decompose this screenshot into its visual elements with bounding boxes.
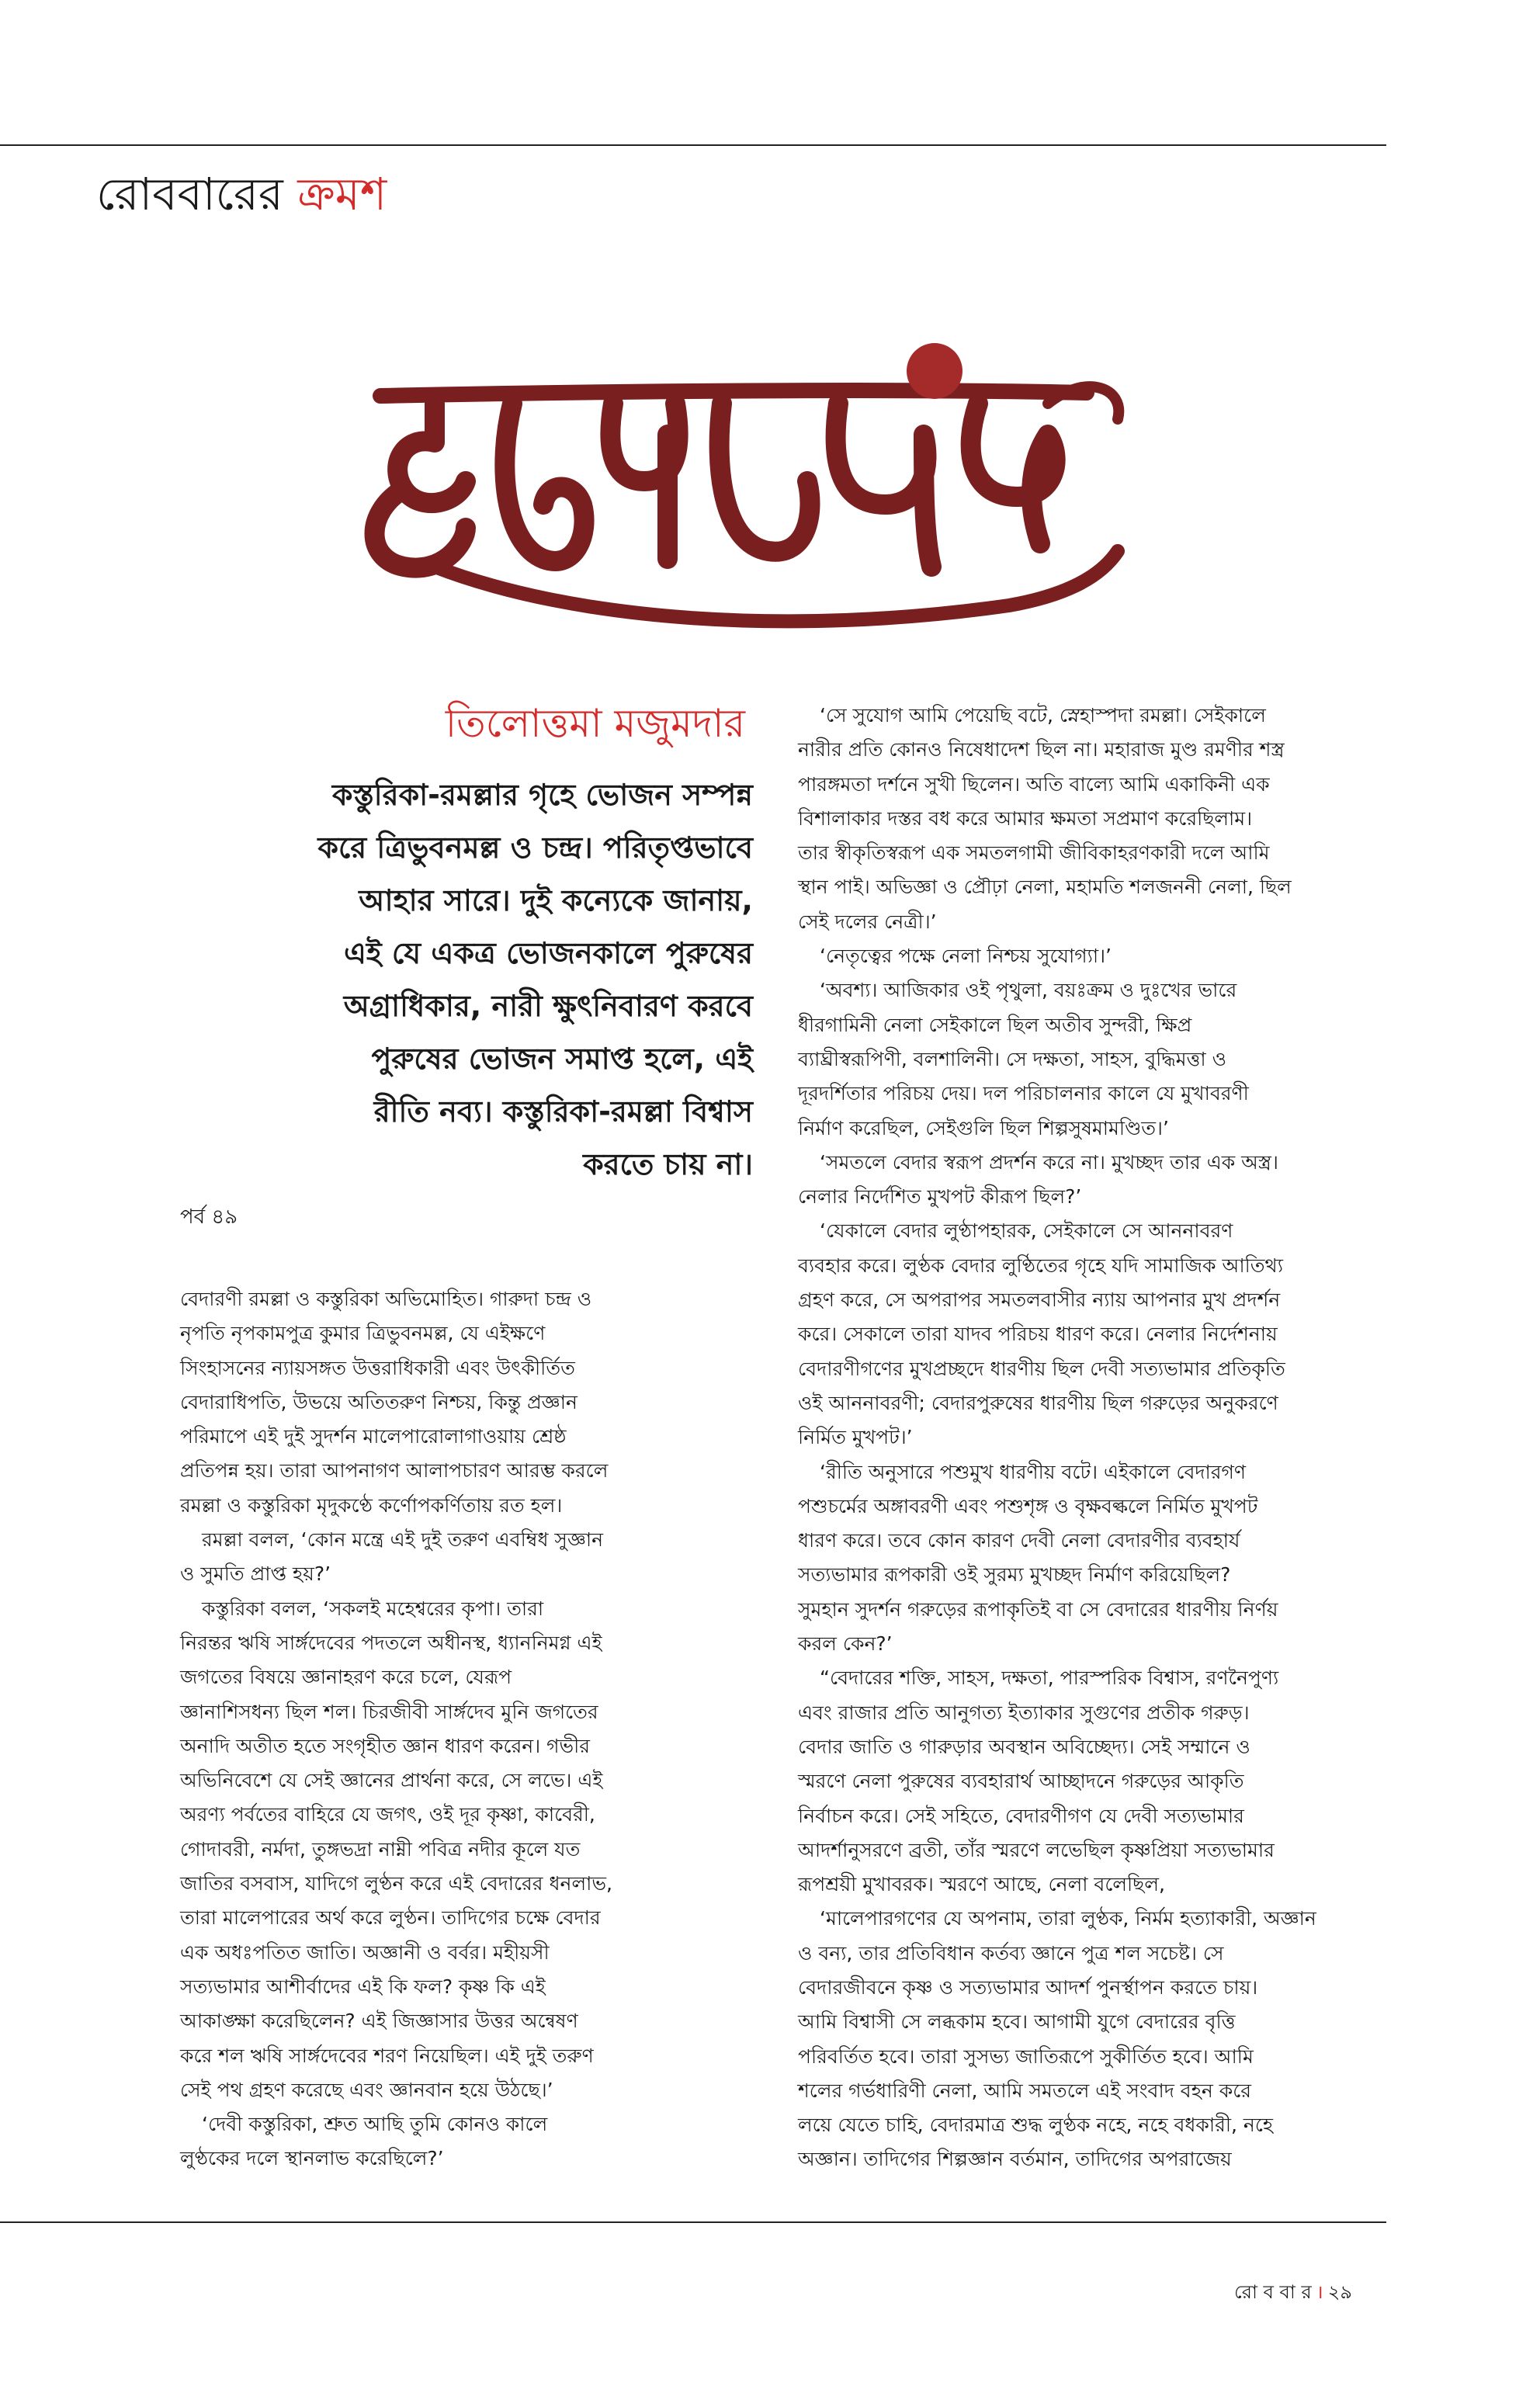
lead-line: কস্তুরিকা-রমল্লার গৃহে ভোজন সম্পন্ন [331, 778, 753, 812]
lead-line: পুরুষের ভোজন সমাপ্ত হলে, এই [371, 1042, 753, 1076]
article-line: নেলার নির্দেশিত মুখপট কীরূপ ছিল?’ [798, 1185, 1082, 1209]
article-line: শলের গর্ভধারিণী নেলা, আমি সমতলে এই সংবাদ বহন করে [798, 2079, 1252, 2102]
lead-line: করে ত্রিভুবনমল্ল ও চন্দ্র। পরিতৃপ্তভাবে [317, 831, 753, 865]
article-line: দূরদর্শিতার পরিচয় দেয়। দল পরিচালনার কালে যে মুখাবরণী [798, 1082, 1249, 1105]
article-line: লয়ে যেতে চাহি, বেদারমাত্র শুদ্ধ লুণ্ঠক নহে, নহে বধকারী, নহে [798, 2114, 1274, 2137]
article-line: ধারণ করে। তবে কোন কারণ দেবী নেলা বেদারণীর ব্যবহার্য [798, 1529, 1240, 1552]
article-line: “বেদারের শক্তি, সাহস, দক্ষতা, পারস্পরিক বিশ্বাস, রণনৈপুণ্য [820, 1666, 1279, 1690]
article-line: রমল্লা ও কস্তুরিকা মৃদুকণ্ঠে কর্ণোপকর্ণিতায় রত হল। [180, 1493, 563, 1517]
article-line: ও সুমতি প্রাপ্ত হয়?’ [180, 1562, 331, 1586]
article-line: লুণ্ঠকের দলে স্থানলাভ করেছিলে?’ [180, 2147, 444, 2170]
article-line: রূপশ্রয়ী মুখাবরক। স্মরণে আছে, নেলা বলেছিল, [798, 1873, 1165, 1896]
article-line: সেই পথ গ্রহণ করেছে এবং জ্ঞানবান হয়ে উঠছে।’ [180, 2078, 553, 2101]
article-line: অভিনিবেশে যে সেই জ্ঞানের প্রার্থনা করে, সে লভে। এই [180, 1769, 603, 1792]
article-line: বিশালাকার দস্তর বধ করে আমার ক্ষমতা সপ্রমাণ করেছিলাম। [798, 806, 1253, 830]
article-line: সিংহাসনের ন্যায়সঙ্গত উত্তরাধিকারী এবং উৎকীর্তিত [180, 1356, 575, 1379]
footer-magazine: রো ব বা র [1234, 2281, 1312, 2303]
article-line: ‘যেকালে বেদার লুণ্ঠাপহারক, সেইকালে সে আননাবরণ [820, 1219, 1233, 1243]
lead-line: রীতি নব্য। কস্তুরিকা-রমল্লা বিশ্বাস [373, 1094, 753, 1129]
article-line: রমল্লা বলল, ‘কোন মন্ত্রে এই দুই তরুণ এবম্বিধ সুজ্ঞান [202, 1528, 604, 1552]
article-line: আদর্শানুসরণে ব্রতী, তাঁর স্মরণে লভেছিল কৃষ্ণপ্রিয়া সত্যভামার [798, 1838, 1275, 1861]
article-line: নির্মাণ করেছিল, সেইগুলি ছিল শিল্পসুষমামণ্ডিত।’ [798, 1116, 1169, 1139]
article-line: সত্যভামার রূপকারী ওই সুরম্য মুখচ্ছদ নির্মাণ করিয়েছিল? [798, 1563, 1231, 1587]
article-line: ও বন্য, তার প্রতিবিধান কর্তব্য জ্ঞানে পুত্র শল সচেষ্ট। সে [798, 1941, 1224, 1965]
article-line: আকাঙ্ক্ষা করেছিলেন? এই জিজ্ঞাসার উত্তর অন্বেষণ [180, 2010, 578, 2033]
article-line: ‘সমতলে বেদার স্বরূপ প্রদর্শন করে না। মুখচ্ছদ তার এক অস্ত্র। [820, 1150, 1278, 1174]
article-line: করে শল ঋষি সার্ঙ্গদেবের শরণ নিয়েছিল। এই দুই তরুণ [180, 2044, 594, 2067]
article-line: নিরন্তর ঋষি সার্ঙ্গদেবের পদতলে অধীনস্থ, ধ্যাননিমগ্ন এই [180, 1631, 602, 1654]
article-line: বেদারজীবনে কৃষ্ণ ও সত্যভামার আদর্শ পুনর্স্থাপন করতে চায়। [798, 1975, 1258, 1999]
article-line: করে। সেকালে তারা যাদব পরিচয় ধারণ করে। নেলার নির্দেশনায় [798, 1323, 1278, 1346]
article-line: বেদারণীগণের মুখপ্রচ্ছদে ধারণীয় ছিল দেবী সত্যভামার প্রতিকৃতি [798, 1357, 1285, 1380]
article-line: ‘মালেপারগণের যে অপনাম, তারা লুণ্ঠক, নির্মম হত্যাকারী, অজ্ঞান [820, 1907, 1316, 1930]
lead-line: এই যে একত্র ভোজনকালে পুরুষের [343, 936, 753, 970]
article-line: গ্রহণ করে, সে অপরাপর সমতলবাসীর ন্যায় আপনার মুখ প্রদর্শন [798, 1288, 1281, 1312]
article-line: অনাদি অতীত হতে সংগৃহীত জ্ঞান ধারণ করেন। গভীর [180, 1734, 590, 1757]
article-line: সেই দলের নেত্রী।’ [798, 910, 937, 933]
footer-separator: । [1316, 2281, 1323, 2303]
article-line: সত্যভামার আশীর্বাদের এই কি ফল? কৃষ্ণ কি এই [180, 1975, 546, 1998]
article-line: এক অধঃপতিত জাতি। অজ্ঞানী ও বর্বর। মহীয়সী [180, 1940, 550, 1964]
article-line: সুমহান সুদর্শন গরুড়ের রূপাকৃতিই বা সে বেদারের ধারণীয় নির্ণয় [798, 1597, 1278, 1621]
article-line: ‘নেতৃত্বের পক্ষে নেলা নিশ্চয় সুযোগ্যা।’ [820, 945, 1112, 968]
article-line: নির্মিত মুখপট।’ [798, 1426, 913, 1449]
top-rule [0, 144, 1386, 146]
article-line: বেদারণী রমল্লা ও কস্তুরিকা অভিমোহিত। গারুদা চন্দ্র ও [180, 1288, 592, 1310]
article-column-right [798, 699, 1388, 2177]
article-line: জগতের বিষয়ে জ্ঞানাহরণ করে চলে, যেরূপ [180, 1666, 512, 1689]
article-line: কস্তুরিকা বলল, ‘সকলই মহেশ্বরের কৃপা। তারা [202, 1597, 544, 1620]
footer-page-number: ২৯ [1327, 2281, 1352, 2303]
bottom-rule [0, 2221, 1386, 2223]
article-line: নৃপতি নৃপকামপুত্র কুমার ত্রিভুবনমল্ল, যে এইক্ষণে [180, 1322, 546, 1345]
article-line: পরিবর্তিত হবে। তারা সুসভ্য জাতিরূপে সুকীর্তিত হবে। আমি [798, 2044, 1254, 2068]
article-line: ‘সে সুযোগ আমি পেয়েছি বটে, স্নেহাস্পদা রমল্লা। সেইকালে [820, 704, 1266, 727]
article-line: ‘অবশ্য। আজিকার ওই পৃথুলা, বয়ঃক্রম ও দুঃখের ভারে [820, 979, 1237, 1002]
lead-line: করতে চায় না। [583, 1147, 753, 1181]
article-column-left [180, 1282, 770, 2176]
article-line: পশুচর্মের অঙ্গাবরণী এবং পশুশৃঙ্গ ও বৃক্ষবল্কলে নির্মিত মুখপট [798, 1494, 1258, 1517]
article-line: আমি বিশ্বাসী সে লব্ধকাম হবে। আগামী যুগে বেদারের বৃত্তি [798, 2010, 1236, 2034]
article-line: পরিমাপে এই দুই সুদর্শন মালেপারোলাগাওয়ায় শ্রেষ্ঠ [180, 1425, 567, 1448]
article-line: তার স্বীকৃতিস্বরূপ এক সমতলগামী জীবিকাহরণকারী দলে আমি [798, 841, 1270, 865]
article-line: জাতির বসবাস, যাদিগে লুণ্ঠন করে এই বেদারের ধনলাভ, [180, 1872, 612, 1895]
article-line: জ্ঞানাশিসধন্য ছিল শল। চিরজীবী সার্ঙ্গদেব মুনি জগতের [180, 1700, 598, 1723]
lead-line: আহার সারে। দুই কন্যেকে জানায়, [359, 883, 753, 917]
article-line: পারঙ্গমতা দর্শনে সুখী ছিলেন। অতি বাল্যে আমি একাকিনী এক [798, 772, 1270, 796]
article-line: ওই আননাবরণী; বেদারপুরুষের ধারণীয় ছিল গরুড়ের অনুকরণে [798, 1391, 1278, 1414]
section-header [96, 163, 387, 225]
logo-dot [907, 343, 962, 399]
article-line: বেদারাধিপতি, উভয়ে অতিতরুণ নিশ্চয়, কিন্তু প্রজ্ঞান [180, 1390, 578, 1413]
lead-line: অগ্রাধিকার, নারী ক্ষুৎনিবারণ করবে [343, 989, 753, 1023]
episode-label: পর্ব ৪৯ [180, 1205, 238, 1229]
article-line: স্মরণে নেলা পুরুষের ব্যবহারার্থ আচ্ছাদনে গরুড়ের আকৃতি [798, 1770, 1244, 1793]
section-prefix: রোববারের [96, 168, 283, 220]
article-line: ব্যাঘ্রীস্বরূপিণী, বলশালিনী। সে দক্ষতা, সাহস, বুদ্ধিমত্তা ও [798, 1047, 1227, 1070]
section-accent: ক্রমশ [297, 168, 387, 220]
article-line: এবং রাজার প্রতি আনুগত্য ইত্যাকার সুগুণের প্রতীক গরুড়। [798, 1701, 1250, 1724]
title-logo-strokes [375, 387, 1119, 621]
article-line: ‘দেবী কস্তুরিকা, শ্রুত আছি তুমি কোনও কালে [202, 2113, 548, 2136]
page-footer [1234, 2278, 1352, 2306]
article-line: স্থান পাই। অভিজ্ঞা ও প্রৌঢ়া নেলা, মহামতি শলজননী নেলা, ছিল [798, 876, 1292, 899]
article-line: নির্বাচন করে। সেই সহিতে, বেদারণীগণ যে দেবী সত্যভামার [798, 1804, 1244, 1827]
lead-paragraph [163, 768, 753, 1191]
article-line: অজ্ঞান। তাদিগের শিল্পজ্ঞান বর্তমান, তাদিগের অপরাজেয় [798, 2148, 1232, 2171]
article-line: ব্যবহার করে। লুণ্ঠক বেদার লুণ্ঠিতের গৃহে যদি সামাজিক আতিথ্য [798, 1254, 1283, 1277]
article-line: ‘রীতি অনুসারে পশুমুখ ধারণীয় বটে। এইকালে বেদারগণ [820, 1460, 1247, 1483]
article-line: অরণ্য পর্বতের বাহিরে যে জগৎ, ওই দূর কৃষ্ণা, কাবেরী, [180, 1803, 595, 1826]
article-line: করল কেন?’ [798, 1632, 893, 1656]
article-line: বেদার জাতি ও গারুড়ার অবস্থান অবিচ্ছেদ্য। সেই সম্মানে ও [798, 1735, 1250, 1758]
article-line: তারা মালেপারের অর্থ করে লুণ্ঠন। তাদিগের চক্ষে বেদার [180, 1906, 601, 1930]
article-line: ধীরগামিনী নেলা সেইকালে ছিল অতীব সুন্দরী, ক্ষিপ্র [798, 1013, 1192, 1036]
article-line: নারীর প্রতি কোনও নিষেধাদেশ ছিল না। মহারাজ মুণ্ড রমণীর শস্ত্র [798, 738, 1285, 761]
author-name: তিলোত্তমা মজুমদার [445, 701, 745, 746]
article-line: প্রতিপন্ন হয়। তারা আপনাগণ আলাপচারণ আরম্ভ করলে [180, 1459, 609, 1483]
article-line: গোদাবরী, নর্মদা, তুঙ্গভদ্রা নাম্নী পবিত্র নদীর কূলে যত [180, 1837, 581, 1861]
